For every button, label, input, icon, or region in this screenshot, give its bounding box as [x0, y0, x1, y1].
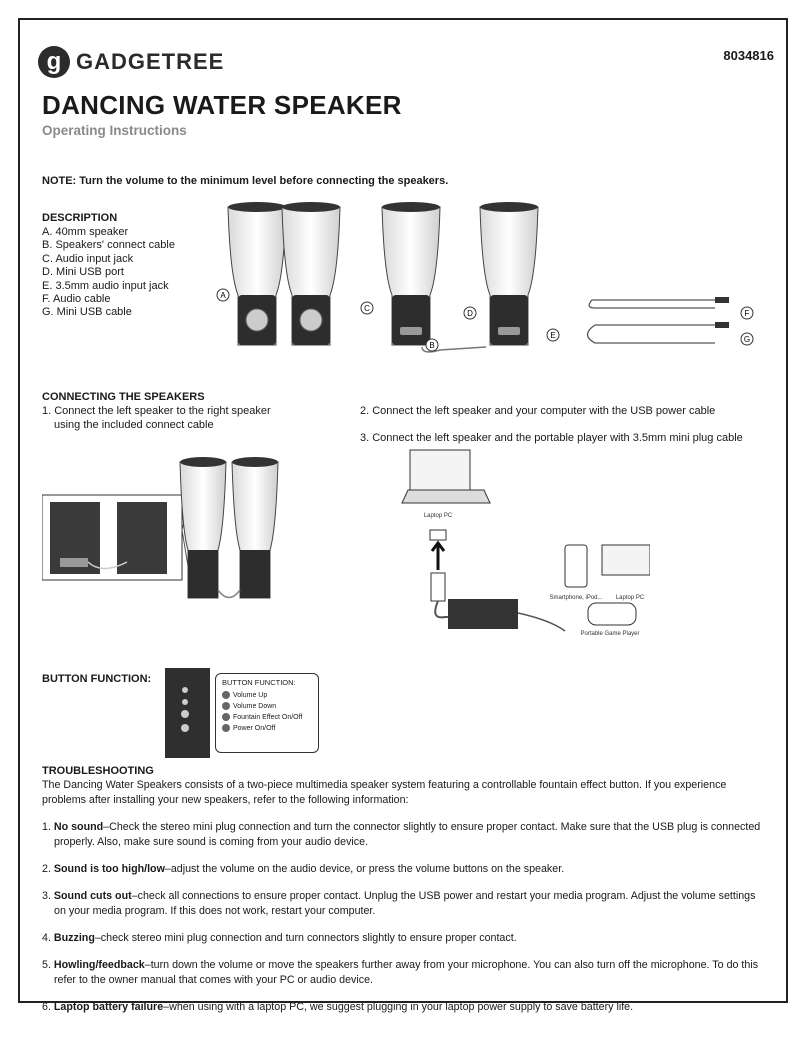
volume-down-icon — [222, 702, 230, 710]
list-item: 3. Sound cuts out–check all connections to ensure proper contact. Unplug the USB power and restart your media program. Adjust the volume settings on your media program. If this does not work, restart your computer. — [42, 890, 756, 917]
list-item: G. Mini USB cable — [42, 306, 132, 319]
list-item: 2. Sound is too high/low–adjust the volume on the audio device, or press the volume buttons on the speaker. — [42, 863, 565, 875]
speaker-left-front-illustration — [228, 202, 286, 345]
list-item: 1. No sound–Check the stereo mini plug connection and turn the connector slightly to ensure proper contact. Make sure that the USB plug is connected properly. Also, make sure sound is coming from your audio device. — [42, 821, 761, 848]
button-function-heading: BUTTON FUNCTION: — [42, 673, 152, 685]
step-1-line-2: using the included connect cable — [54, 419, 214, 431]
product-code: 8034816 — [723, 48, 774, 63]
speaker-diagram — [210, 195, 770, 360]
speaker-base-illustration — [160, 668, 220, 763]
speaker-right-front-illustration — [282, 202, 340, 345]
power-icon — [222, 724, 230, 732]
button-function-panel — [215, 673, 319, 753]
speaker-left-back-illustration — [382, 202, 440, 345]
description-heading: DESCRIPTION — [42, 212, 118, 224]
button-item — [222, 691, 312, 699]
logo-icon: g — [38, 46, 70, 78]
usb-connection-diagram — [400, 445, 650, 645]
note-text: NOTE: Turn the volume to the minimum level before connecting the speakers. — [42, 175, 449, 187]
brand-logo — [38, 46, 224, 78]
speaker-right-back-illustration — [480, 202, 538, 345]
troubleshooting-body — [42, 778, 767, 1027]
laptop2-label: Laptop PC — [615, 595, 645, 601]
step-2: 2. Connect the left speaker and your computer with the USB power cable — [360, 405, 716, 417]
game-player-label: Portable Game Player — [580, 631, 640, 637]
callout-a: A — [220, 291, 226, 300]
list-item: C. Audio input jack — [42, 252, 134, 265]
button-item — [222, 713, 312, 721]
callout-d: D — [467, 309, 473, 318]
list-item: D. Mini USB port — [42, 266, 124, 279]
page-title: DANCING WATER SPEAKER — [42, 90, 402, 120]
description-list — [42, 226, 175, 320]
button-item — [222, 724, 312, 732]
page-subtitle: Operating Instructions — [42, 123, 187, 138]
list-item: F. Audio cable — [42, 293, 111, 306]
callout-e: E — [550, 331, 556, 340]
cables-illustration — [588, 297, 730, 343]
fountain-icon — [222, 713, 230, 721]
list-item: A. 40mm speaker — [42, 226, 129, 238]
troubleshooting-heading: TROUBLESHOOTING — [42, 765, 154, 777]
connecting-heading: CONNECTING THE SPEAKERS — [42, 391, 205, 403]
brand-name: GADGETREE — [76, 49, 225, 74]
laptop-label: Laptop PC — [423, 513, 453, 519]
callout-c: C — [364, 304, 370, 313]
list-item: 6. Laptop battery failure–when using with a laptop PC, we suggest plugging in your laptop power supply to save battery life. — [42, 1001, 634, 1013]
callout-f: F — [744, 309, 750, 318]
button-label: Fountain Effect On/Off — [233, 713, 303, 721]
speaker-connection-diagram — [42, 450, 292, 605]
list-item: E. 3.5mm audio input jack — [42, 279, 169, 292]
callout-g: G — [743, 335, 751, 344]
button-label: Volume Up — [233, 691, 268, 699]
panel-title: BUTTON FUNCTION: — [222, 678, 296, 687]
callout-b: B — [429, 341, 435, 350]
step-3: 3. Connect the left speaker and the portable player with 3.5mm mini plug cable — [360, 432, 743, 444]
list-item: B. Speakers' connect cable — [42, 239, 175, 252]
step-1-line-1: 1. Connect the left speaker to the right speaker — [42, 405, 271, 417]
troubleshooting-intro: The Dancing Water Speakers consists of a two-piece multimedia speaker system featuring a controllable fountain effect button. If you experience problems after installing your new speakers, refer to the following information: — [42, 779, 727, 806]
list-item: 5. Howling/feedback–turn down the volume or move the speakers further away from your microphone. You can also turn off the microphone. To do this refer to the owner manual that comes with your PC or audio device. — [42, 959, 759, 986]
volume-up-icon — [222, 691, 230, 699]
phone-label: Smartphone, iPod... — [549, 595, 603, 601]
button-label: Power On/Off — [233, 724, 276, 732]
button-item — [222, 702, 312, 710]
button-label: Volume Down — [233, 702, 277, 710]
list-item: 4. Buzzing–check stereo mini plug connection and turn connectors slightly to ensure proper contact. — [42, 932, 517, 944]
